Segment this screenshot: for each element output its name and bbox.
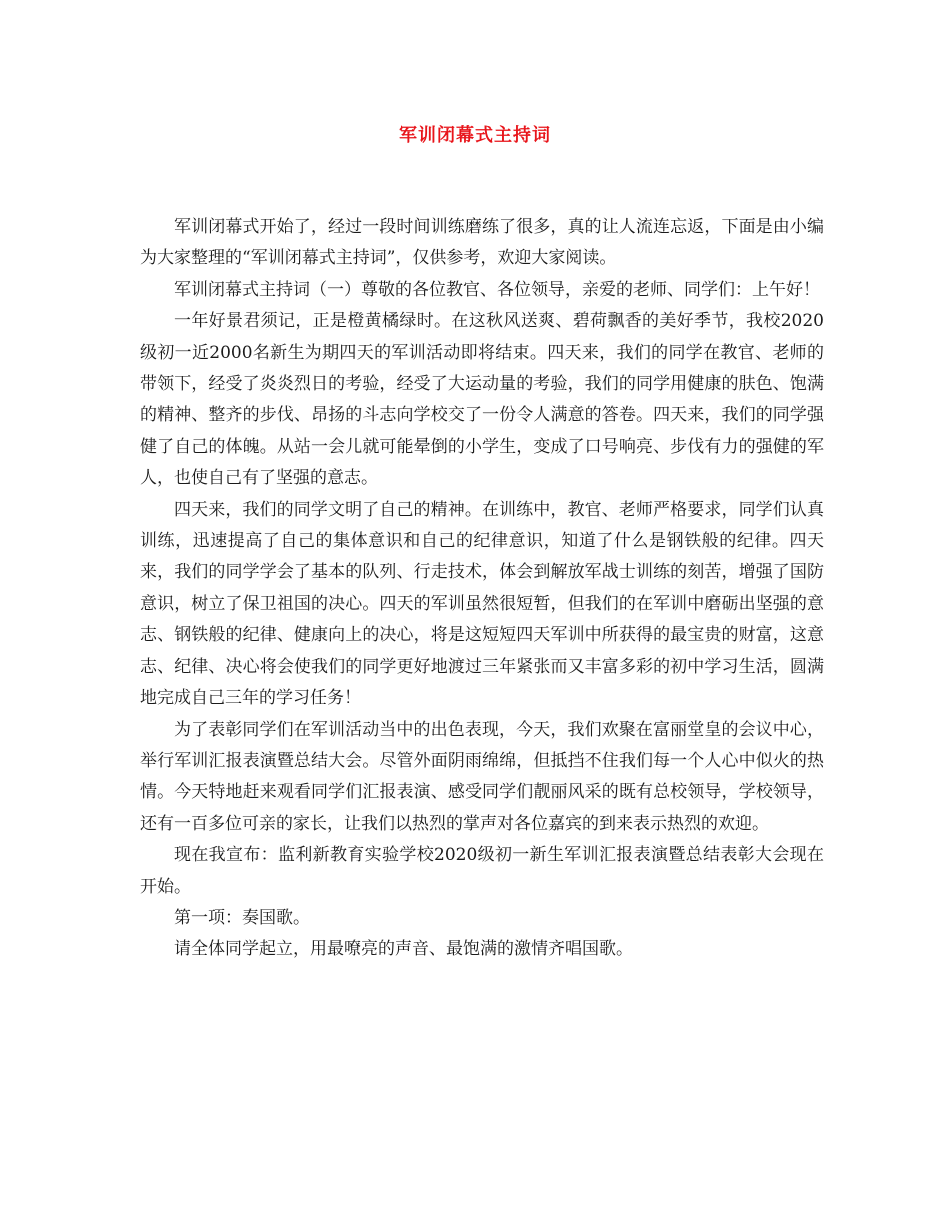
- paragraph-item-one: 第一项：奏国歌。: [174, 907, 310, 928]
- paragraph-spirit: 四天来，我们的同学文明了自己的精神。在训练中，教官、老师严格要求，同学们认真训练，迅速提高了自己的集体意识和自己的纪律意识，知道了什么是钢铁般的纪律。四天来，我们的同学学会了基本的队列、行走技术，体会到解放军战士训练的刻苦，增强了国防意识，树立了保卫祖国的决心。四天的军训虽然很短暂，但我们的在军训中磨砺出坚强的意志、钢铁般的纪律、健康向上的决心，将是这短短四天军训中所获得的最宝贵的财富，这意志、纪律、决心将会使我们的同学更好地渡过三年紧张而又丰富多彩的初中学习生活，圆满地完成自己三年的学习任务！: [140, 499, 824, 709]
- document-title: 军训闭幕式主持词: [399, 125, 551, 146]
- document-body: [140, 212, 824, 966]
- paragraph-welcome: 为了表彰同学们在军训活动当中的出色表现，今天，我们欢聚在富丽堂皇的会议中心，举行军训汇报表演暨总结大会。尽管外面阴雨绵绵，但抵挡不住我们每一个人心中似火的热情。今天特地赶来观看同学们汇报表演、感受同学们靓丽风采的既有总校领导，学校领导，还有一百多位可亲的家长，让我们以热烈的掌声对各位嘉宾的到来表示热烈的欢迎。: [140, 719, 824, 834]
- paragraph-training-summary: 一年好景君须记，正是橙黄橘绿时。在这秋风送爽、碧荷飘香的美好季节，我校2020级初一近2000名新生为期四天的军训活动即将结束。四天来，我们的同学在教官、老师的带领下，经受了炎炎烈日的考验，经受了大运动量的考验，我们的同学用健康的肤色、饱满的精神、整齐的步伐、昂扬的斗志向学校交了一份令人满意的答卷。四天来，我们的同学强健了自己的体魄。从站一会儿就可能晕倒的小学生，变成了口号响亮、步伐有力的强健的军人，也使自己有了坚强的意志。: [140, 311, 824, 489]
- paragraph-greeting: 军训闭幕式主持词（一）尊敬的各位教官、各位领导，亲爱的老师、同学们：上午好！: [174, 279, 820, 300]
- paragraph-announcement: 现在我宣布：监利新教育实验学校2020级初一新生军训汇报表演暨总结表彰大会现在开始。: [140, 845, 824, 897]
- paragraph-intro: 军训闭幕式开始了，经过一段时间训练磨练了很多，真的让人流连忘返，下面是由小编为大家整理的“军训闭幕式主持词”，仅供参考，欢迎大家阅读。: [140, 217, 824, 269]
- paragraph-anthem: 请全体同学起立，用最嘹亮的声音、最饱满的激情齐唱国歌。: [174, 939, 633, 960]
